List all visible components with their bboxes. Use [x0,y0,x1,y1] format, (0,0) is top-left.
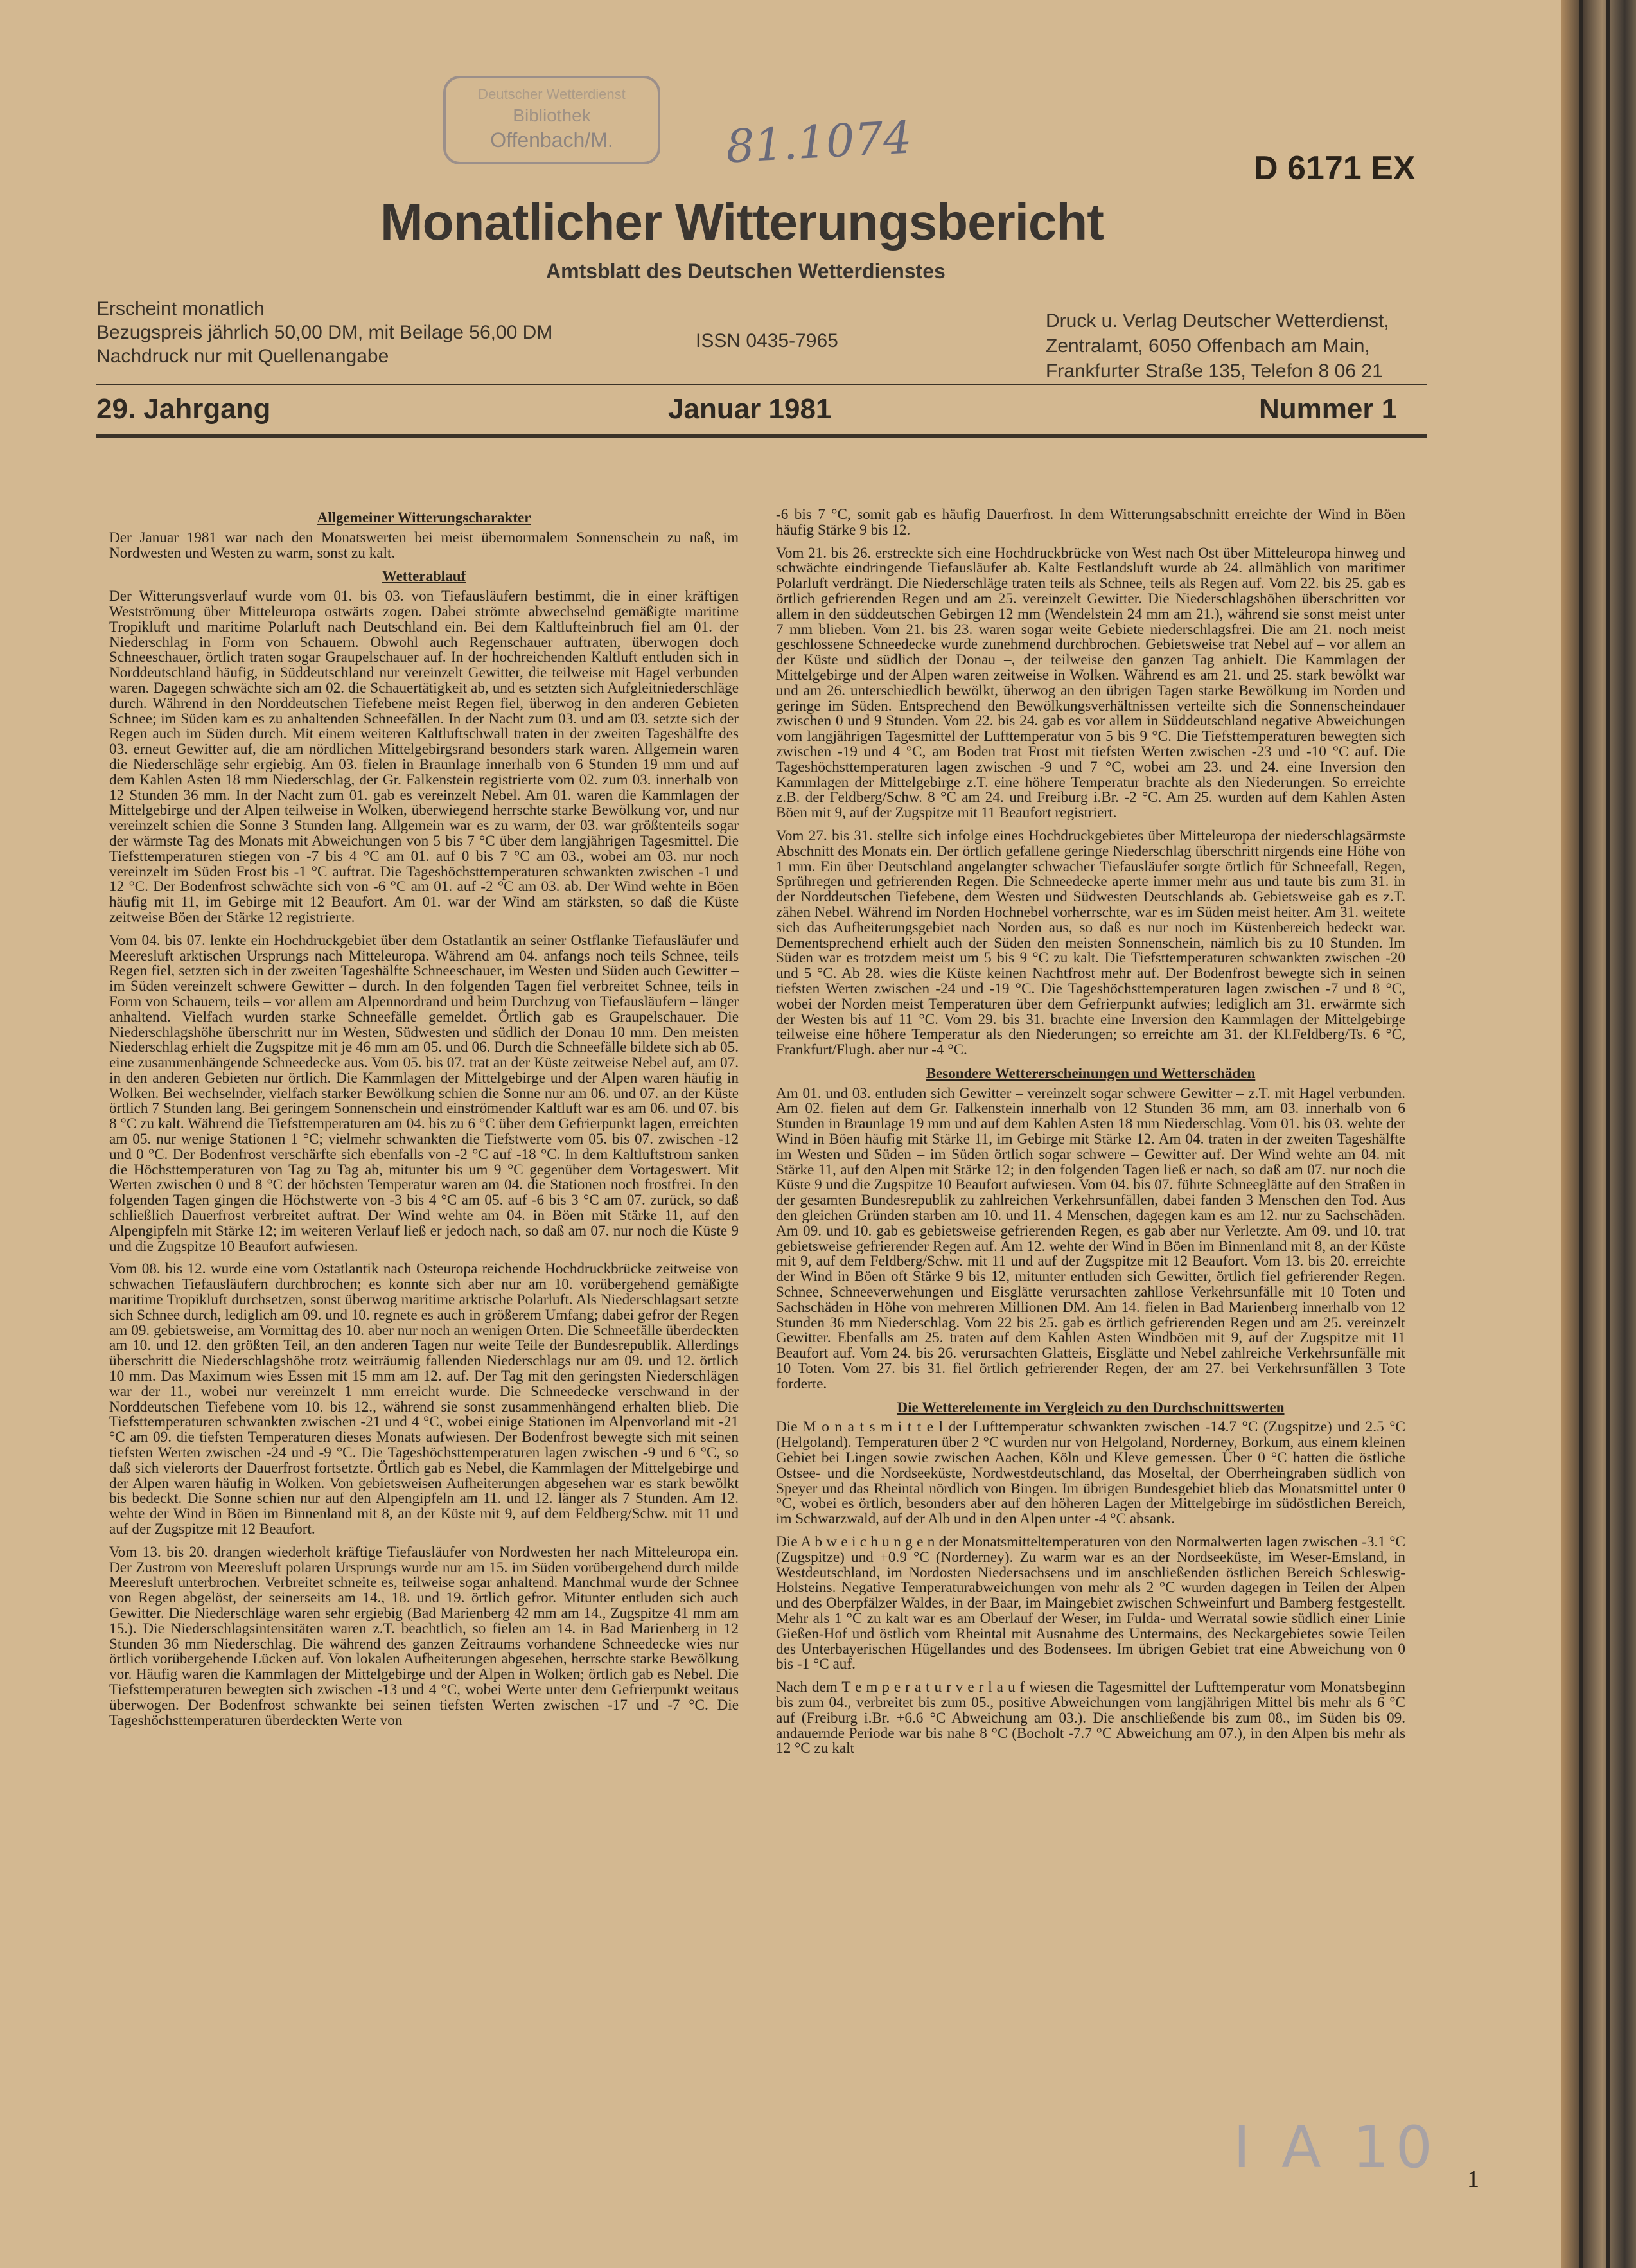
page-number: 1 [1467,2166,1479,2193]
section-heading: Allgemeiner Witterungscharakter [317,509,531,526]
header-rule [96,384,1427,385]
publication-frequency: Erscheint monatlich [96,298,265,319]
masthead-title: Monatlicher Witterungsbericht [380,193,1104,251]
right-column [776,508,1405,1764]
binding-line [1606,0,1610,2268]
stamp-line-2: Bibliothek [513,105,591,125]
section-heading: Die Wetterelemente im Vergleich zu den Durchschnittswerten [897,1399,1285,1415]
paragraph: Am 01. und 03. entluden sich Gewitter – vereinzelt sogar schwere Gewitter – z.T. mit Hagel verbunden. Am 02. fielen auf dem Gr. Falkenstein innerhalb von 12 Stunden 36 mm, am 03. innerhalb von 6 Stunden in Braunlage 19 mm und auf dem Kahlen Asten 18 mm Niederschlag. Vom 01. bis 03. wehte der Wind in Böen häufig mit Stärke 11, im Gebirge mit Stärke 12. Am 04. traten in der zweiten Tageshälfte im Westen und Süden – im Süden örtlich sogar schwere – Gewitter auf. Der Wind wehte am 04. mit Stärke 11, auf den Alpen mit Stärke 12; in den folgenden Tagen ließ er nach, so daß am 07. nur noch die Küste 9 und die Zugspitze 10 Beaufort aufwiesen. Vom 04. bis 07. führte Schneeglätte auf den Straßen in der gesamten Bundesrepublik zu zahlreichen Verkehrsunfällen, dabei fanden 3 Menschen den Tod. Aus den gleichen Gründen starben am 10. und 11. 4 Menschen, dagegen kam es am 12. nur zu Sachschäden. Am 09. und 10. gab es gebietsweise gefrierenden Regen, es gab aber nur Verletzte. Am 09. und 10. trat gebietsweise gefrierender Regen auf. Am 12. wehte der Wind in Böen im Binnenland mit 8, an der Küste mit 9, auf dem Feldberg/Schw. mit 11 und auf der Zugspitze mit 12 Beaufort. Vom 13. bis 20. erreichte der Wind in Böen oft Stärke 9 bis 12, mitunter entluden sich Gewitter, örtlich fiel gefrierender Regen. Schnee, Schneeverwehungen und Eisglätte verursachten zahllose Verkehrsunfälle mit 10 Toten und Sachschäden in Höhe von mehreren Millionen DM. Am 14. fielen in Bad Marienberg innerhalb von 12 Stunden 36 mm Niederschlag. Vom 22 bis 25. gab es örtlich gefrierenden Regen und am 25. vereinzelt Gewitter. Ebenfalls am 25. traten auf dem Kahlen Asten Windböen mit 9, auf der Zugspitze mit 11 Beaufort auf. Vom 24. bis 26. verursachten Glatteis, Eisglätte und Nebel zahlreiche Verkehrsunfälle mit 10 Toten. Vom 27. bis 31. fiel örtlich gefrierender Regen, der am 27. bei Verkehrsunfällen 3 Tote forderte. [776,1085,1405,1392]
issn: ISSN 0435-7965 [696,330,838,351]
left-column [109,508,739,1736]
volume: 29. Jahrgang [96,393,271,425]
document-code: D 6171 EX [1254,150,1416,187]
handwritten-number: 81.1074 [725,111,913,173]
shelf-mark: I A 10 [1233,2114,1439,2181]
paragraph: Vom 27. bis 31. stellte sich infolge eines Hochdruckgebietes über Mitteleuropa der niederschlagsärmste Abschnitt des Monats ein. Der örtlich gefallene geringe Niederschlag überschritt nirgends eine Höhe von 1 mm. Ein über Deutschland angelangter schwacher Tiefausläufer sorgte örtlich für Schneefall, Regen, Sprühregen und gefrierenden Regen. Die Schneedecke aperte immer mehr aus und taute bis zum 31. in der Norddeutschen Tiefebene, dem Westen und Südwesten Deutschlands ab. Gebietsweise gab es z.T. zähen Nebel. Während im Norden Hochnebel vorherrschte, war es im Süden meist heiter. Am 31. weitete sich das Aufheiterungsgebiet nach Norden aus, so daß es nur noch im Küstenbereich bedeckt war. Dementsprechend erhielt auch der Süden den meisten Sonnenschein, nämlich bis zu 10 Stunden. Im Süden war es trotzdem meist um 5 bis 9 °C zu kalt. Die Tiefsttemperaturen schwankten zwischen -20 und 5 °C. Ab 28. wies die Küste keinen Nachtfrost mehr auf. Der Bodenfrost bewegte sich in seinen tiefsten Werten zwischen -24 und -19 °C. Die Tageshöchsttemperaturen lagen zwischen -7 und 8 °C, wobei der Norden meist Temperaturen über dem Gefrierpunkt aufwies; lediglich am 31. erwärmte sich der Westen bis auf 11 °C. Vom 29. bis 31. brachte eine Inversion den Kammlagen der Mittelgebirge teilweise eine höhere Temperatur als den Niederungen; so erreichte am 31. der Kl.Feldberg/Ts. 6 °C, Frankfurt/Flugh. aber nur -4 °C. [776,827,1405,1059]
stamp-line-1: Deutscher Wetterdienst [478,86,626,102]
issue-number: Nummer 1 [1259,393,1398,425]
header-rule-thick [96,434,1427,438]
publisher-line-2: Zentralamt, 6050 Offenbach am Main, [1046,335,1370,357]
stamp-line-3: Offenbach/M. [490,128,613,152]
paragraph: Vom 04. bis 07. lenkte ein Hochdruckgebiet über dem Ostatlantik an seiner Ostflanke Tiefausläufer und Meeresluft arktischen Ursprungs nach Mitteleuropa. Während am 04. anfangs noch teils Schnee, teils Regen fiel, setzten sich in der zweiten Tageshälfte Schneeschauer, im Westen und Süden auch Gewitter – im Süden vereinzelt schwere Gewitter – durch. In den folgenden Tagen fiel verbreitet Schnee, teils in Form von Schauern, teils – vor allem am Alpennordrand und beim Durchzug von Tiefausläufern – länger anhaltend. Vielfach wurden starke Schneefälle gemeldet. Örtlich gab es Graupelschauer. Die Niederschlagshöhe überschritt nur im Westen, Südwesten und südlich der Donau 10 mm. Den meisten Niederschlag erhielt die Zugspitze mit je 46 mm am 05. und 06. Durch die Schneefälle bildete sich ab 05. eine zusammenhängende Schneedecke aus. Vom 05. bis 07. trat an der Küste zeitweise Nebel auf, am 07. in den anderen Gebieten nur örtlich. Die Kammlagen der Mittelgebirge und der Alpen waren häufig in Wolken. Bei wechselnder, vielfach starker Bewölkung schien die Sonne nur am 06. und 07. an der Küste örtlich 7 Stunden lang. Bei geringem Sonnenschein und einströmender Kaltluft war es am 06. und 07. bis 8 °C zu kalt. Während die Tiefsttemperaturen am 04. bis zu 6 °C über dem Gefrierpunkt lagen, erreichten am 05. nur wenige Stationen 1 °C; vielmehr schwankten die Tiefstwerte vom 05. bis 07. zwischen -12 und 0 °C. Der Bodenfrost verschärfte sich ebenfalls von -2 °C auf -18 °C. In dem Kaltluftstrom sanken die Höchsttemperaturen von Tag zu Tag ab, mitunter bis um 9 °C gegenüber dem Vortageswert. Mit Werten zwischen 0 und 8 °C der höchsten Temperatur waren am 04. die Stationen noch frostfrei. In den folgenden Tagen gingen die Höchstwerte von -3 bis 4 °C am 05. auf -6 bis 3 °C am 07. zurück, so daß schließlich Dauerfrost verbreitet auftrat. Der Wind wehte am 04. in Böen mit Stärke 11, auf den Alpengipfeln mit Stärke 12; im weiteren Verlauf ließ er jedoch nach, so daß am 07. nur noch die Küste 9 und die Zugspitze 10 Beaufort aufwiesen. [109,932,739,1255]
book-binding-edge [1561,0,1636,2268]
publisher-line-3: Frankfurter Straße 135, Telefon 8 06 21 [1046,360,1383,382]
publisher-info [1046,308,1389,384]
paragraph: Vom 13. bis 20. drangen wiederholt kräftige Tiefausläufer von Nordwesten her nach Mitteleuropa ein. Der Zustrom von Meeresluft polaren Ursprungs wurde nur am 15. im Süden vorübergehend durch milde Meeresluft unterbrochen. Verbreitet schneite es, teilweise sogar anhaltend. Manchmal wurde der Schnee von Regen abgelöst, der seinerseits am 14., 18. und 19. örtlich gefror. Mitunter entluden sich auch Gewitter. Die Niederschläge waren sehr ergiebig (Bad Marienberg 42 mm am 14., Zugspitze 41 mm am 15.). Die Niederschlagsintensitäten waren z.T. beachtlich, so fielen am 14. in Bad Marienberg in 12 Stunden 36 mm Niederschlag. Die während des ganzen Zeitraums vorhandene Schneedecke wies nur örtlich vorübergehende Lücken auf. Von lokalen Aufheiterungen abgesehen, herrschte starke Bewölkung vor. Häufig waren die Kammlagen der Mittelgebirge und der Alpen in Wolken; örtlich gab es Nebel. Die Tiefsttemperaturen bewegten sich zwischen -13 und 4 °C, wobei Werte unter dem Gefrierpunkt weitaus überwogen. Der Bodenfrost schwankte bei seinen tiefsten Werten zwischen -17 und -7 °C. Die Tageshöchsttemperaturen überdeckten Werte von [109,1543,739,1729]
paragraph: Der Witterungsverlauf wurde vom 01. bis 03. von Tiefausläufern bestimmt, die in einer kräftigen Westströmung über Mitteleuropa ostwärts zogen. Dabei strömte abwechselnd gemäßigte maritime Tropikluft und maritime Polarluft nach Deutschland ein. Bei dem Kaltlufteinbruch fiel am 01. der Niederschlag in Form von Schauern. Obwohl auch Regenschauer auftraten, überwogen doch Schneeschauer, örtlich traten sogar Graupelschauer auf. In der hochreichenden Kaltluft entluden sich in Norddeutschland häufig, in Süddeutschland nur vereinzelt Gewitter, die teilweise mit Hagel verbunden waren. Dagegen schwächte sich am 02. die Schauertätigkeit ab, und es setzten sich Aufgleitniederschläge durch. Während in den Norddeutschen Tiefebene meist Regen fiel, überwog in den anderen Gebieten Schnee; im Süden kam es zu anhaltenden Schneefällen. In der Nacht zum 03. und am 03. setzte sich der Regen auch im Süden durch. Mit einem weiteren Kaltluftschwall traten in der zweiten Tageshälfte des 03. erneut Gewitter auf, die am nördlichen Mittelgebirgsrand besonders stark waren. Allgemein waren die Niederschläge sehr ergiebig. Am 03. fielen in Braunlage innerhalb von 6 Stunden 19 mm und auf dem Kahlen Asten 18 mm Niederschlag, der Gr. Falkenstein registrierte vom 02. zum 03. innerhalb von 12 Stunden 36 mm. In der Nacht zum 01. gab es vereinzelt Nebel. Am 01. waren die Kammlagen der Mittelgebirge und der Alpen teilweise in Wolken, überwiegend herrschte starke Bewölkung vor, und nur vereinzelt schien die Sonne 3 Stunden lang. Allgemein war es zu warm, der 03. war größtenteils sogar der wärmste Tag des Monats mit Abweichungen von 5 bis 7 °C über dem langjährigen Tagesmittel. Die Tiefsttemperaturen stiegen von -7 bis 4 °C am 01. auf 0 bis 7 °C am 03., wobei am 03. nur noch vereinzelt im Süden Frost bis -1 °C auftrat. Die Tageshöchsttemperaturen schwankten zwischen -1 und 12 °C. Der Bodenfrost schwächte sich von -6 °C am 01. auf -2 °C am 03. ab. Der Wind wehte in Böen häufig mit 11, im Gebirge mit 12 Beaufort. Am 01. war der Wind am stärksten, so daß die Küste zeitweise Böen der Stärke 12 registrierte. [109,588,739,926]
section-heading: Besondere Wettererscheinungen und Wetterschäden [926,1065,1256,1081]
paragraph: Vom 21. bis 26. erstreckte sich eine Hochdruckbrücke von West nach Ost über Mitteleuropa hinweg und schwächte eindringende Tiefausläufer ab. Kalte Festlandsluft wurde ab 24. allmählich von maritimer Polarluft verdrängt. Die Niederschläge traten teils als Schnee, teils als Regen auf. Vom 22. bis 25. gab es örtlich gefrierenden Regen und am 25. vereinzelt Gewitter. Die Niederschlagshöhen überschritten vor allem in den süddeutschen Gebirgen 12 mm (Wendelstein 24 mm am 21.), während sie sonst meist unter 7 mm blieben. Vom 21. bis 23. waren sogar weite Gebiete niederschlagsfrei. Die am 21. noch meist geschlossene Schneedecke wurde zunehmend durchbrochen. Gebietsweise trat Nebel auf – vor allem an der Küste und südlich der Donau –, der teilweise den ganzen Tag anhielt. Die Kammlagen der Mittelgebirge und der Alpen waren zeitweise in Wolken. Während es am 21. und 25. stark bewölkt war und am 26. unterschiedlich bewölkt, überwog an den übrigen Tagen starke Bewölkung im Norden und geringe im Süden. Entsprechend den Bewölkungsverhältnissen verteilte sich die Sonnenscheindauer zwischen 0 und 9 Stunden. Vom 22. bis 24. gab es vor allem in Süddeutschland negative Abweichungen vom langjährigen Tagesmittel der Lufttemperatur von 5 bis 9 °C. Die Tiefsttemperaturen bewegten sich zwischen -19 und 4 °C, am Boden trat Frost mit tiefsten Werten zwischen -23 und -10 °C auf. Die Tageshöchsttemperaturen lagen zwischen -9 und 7 °C, wobei am 23. und 24. eine Inversion den Kammlagen der Mittelgebirge z.T. eine höhere Temperatur brachte als den Niederungen. So erreichte z.B. der Feldberg/Schw. 8 °C am 24. und Freiburg i.Br. -2 °C. Am 25. wurden auf dem Kahlen Asten Böen mit 9, auf der Zugspitze mit 11 Beaufort registriert. [776,544,1405,822]
publisher-line-1: Druck u. Verlag Deutscher Wetterdienst, [1046,310,1389,332]
subscription-price: Bezugspreis jährlich 50,00 DM, mit Beilage 56,00 DM [96,322,553,343]
paragraph: Vom 08. bis 12. wurde eine vom Ostatlantik nach Osteuropa reichende Hochdruckbrücke zeitweise von schwachen Tiefausläufern durchbrochen; es konnte sich aber nur am 10. vorübergehend gemäßigte maritime Tropikluft durchsetzen, sonst überwog maritime arktische Polarluft. Als Niederschlagsart setzte sich Schnee durch, lediglich am 09. und 10. regnete es auch in größerem Umfang; dabei gefror der Regen am 09. gebietsweise, am Vormittag des 10. aber nur noch an wenigen Orten. Die Schneefälle überdeckten am 10. und 12. den größten Teil, an den anderen Tagen nur weite Teile der Bundesrepublik. Allerdings überschritt die Niederschlagshöhe trotz weiträumig fallenden Niederschlags nur am 09. und 12. örtlich 10 mm. Das Maximum wies Essen mit 15 mm am 12. auf. Der Tag mit den geringsten Niederschlägen war der 11., wobei nur vereinzelt 1 mm erreicht wurde. Die Schneedecke verschwand in der Norddeutschen Tiefebene vom 10. bis 12., während sie sonst zusammenhängend erhalten blieb. Die Tiefsttemperaturen schwankten zwischen -21 und 4 °C, wobei einige Stationen im Alpenvorland mit -21 °C am 09. die tiefsten Temperaturen dieses Monats aufwiesen. Der Bodenfrost bewegte sich mit seinen tiefsten Werten zwischen -24 und -9 °C. Die Tageshöchsttemperaturen lagen zwischen -9 und 6 °C, so daß sich vielerorts der Dauerfrost fortsetzte. Örtlich gab es Nebel, die Kammlagen der Mittelgebirge und der Alpen waren häufig in Wolken. Von gebietsweisen Aufheiterungen abgesehen war es stark bewölkt bis bedeckt. Die Sonne schien nur auf den Alpengipfeln am 11. und 12. länger als 7 Stunden. Am 12. wehte der Wind in Böen im Binnenland mit 8, an der Küste mit 9, auf dem Feldberg/Schw. mit 11 und auf der Zugspitze mit 12 Beaufort. [109,1261,739,1537]
masthead-subtitle: Amtsblatt des Deutschen Wetterdienstes [546,260,946,283]
section-heading: Wetterablauf [382,568,466,585]
paragraph: Nach dem T e m p e r a t u r v e r l a u f wiesen die Tagesmittel der Lufttemperatur vom Monatsbeginn bis zum 04., verbreitet bis zum 05., positive Abweichungen vom langjährigen Mittel bis mehr als 6 °C auf (Freiburg i.Br. +6.6 °C Abweichung am 03.). Die anschließende bis zum 08., im Süden bis 09. andauernde Periode war bis nahe 8 °C (Bocholt -7.7 °C Abweichung am 07.), in den Alpen bis mehr als 12 °C zu kalt [776,1679,1405,1757]
publication-info [96,297,552,368]
paragraph: Die M o n a t s m i t t e l der Lufttemperatur schwankten zwischen -14.7 °C (Zugspitze) und 2.5 °C (Helgoland). Temperaturen über 2 °C wurden nur von Helgoland, Norderney, Borkum, aus einem kleinen Gebiet bei Lingen sowie zwischen Aachen, Köln und Kleve gemessen. Über 0 °C hatten die östliche Ostsee- und die Nordseeküste, Nordwestdeutschland, das Moseltal, der Oberrheingraben südlich von Speyer und das Rheintal nördlich von Bingen. Im übrigen Bundesgebiet blieb das Monatsmittel unter 0 °C, wobei es örtlich, besonders aber auf den höheren Lagen der Mittelgebirge im südöstlichen Bereich, im Schwarzwald, auf der Alb und in den Alpen unter -4 °C absank. [776,1419,1405,1528]
paragraph: Der Januar 1981 war nach den Monatswerten bei meist übernormalem Sonnenschein zu naß, im Nordwesten und Westen zu warm, sonst zu kalt. [109,529,739,562]
library-stamp [443,76,660,164]
reprint-note: Nachdruck nur mit Quellenangabe [96,346,389,367]
paragraph: Die A b w e i c h u n g e n der Monatsmitteltemperaturen von den Normalwerten lagen zwischen -3.1 °C (Zugspitze) und +0.9 °C (Norderney). Zu warm war es an der Nordseeküste, im Weser-Emsland, in Westdeutschland, im Nordosten Niedersachsens und im anschließenden östlichen Bereich Schleswig-Holsteins. Negative Temperaturabweichungen von mehr als 2 °C wurden dagegen in Teilen der Alpen und des Oberpfälzer Waldes, in der Baar, im Maingebiet zwischen Schweinfurt und Bamberg festgestellt. Mehr als 1 °C zu kalt war es am Oberlauf der Weser, im Fulda- und Werratal sowie südlich einer Linie Gießen-Hof und östlich vom Rheintal mit Ausnahme des Untermains, des Neckargebietes sowie Teilen des Unterbayerischen Hügellandes und des Bodensees. Im übrigen Gebiet trat eine Abweichung von 0 bis -1 °C auf. [776,1534,1405,1673]
paragraph: -6 bis 7 °C, somit gab es häufig Dauerfrost. In dem Witterungsabschnitt erreichte der Wind in Böen häufig Stärke 9 bis 12. [776,506,1405,538]
binding-line [1579,0,1583,2268]
issue-date: Januar 1981 [668,393,832,425]
